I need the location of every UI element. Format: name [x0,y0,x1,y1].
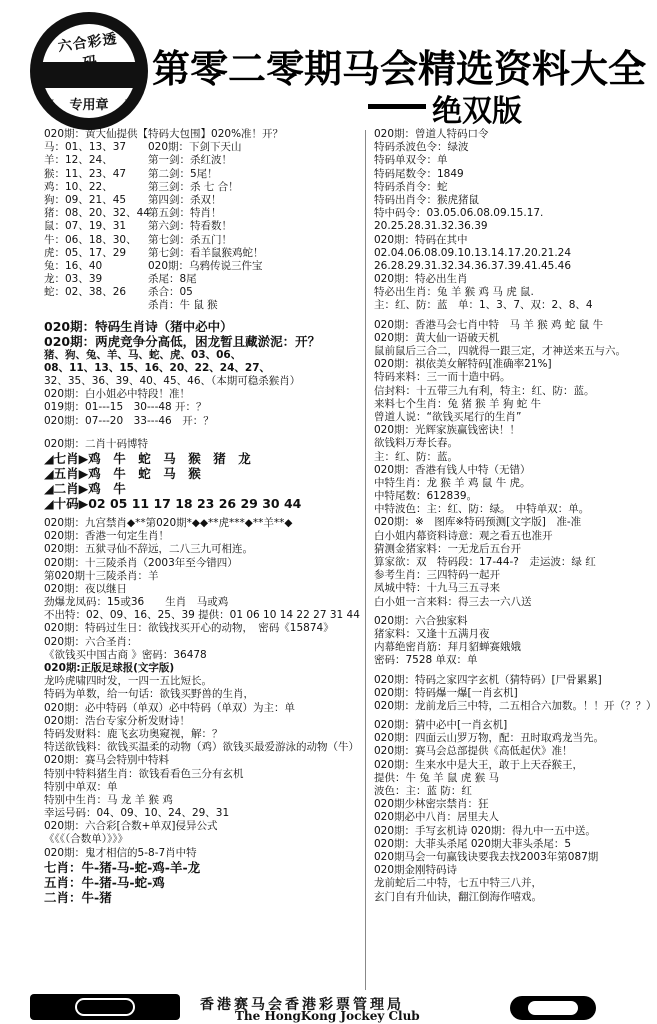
zodiac-sword-table [44,141,356,312]
text-line: 020期：特码过生日：欲钱找买开心的动物， 密码《15874》 [44,622,334,635]
zodiac-numbers: 鼠：07、19、31 [44,220,127,233]
text-line: 中特尾数：612839。 [374,490,478,503]
text-line: 020期：黄大仙提供【特码大包围】020%准！开？ [44,128,284,140]
zodiac-numbers: 鸡：10、22、 [44,180,113,193]
text-line: 20.25.28.31.32.36.39 [374,220,488,233]
text-line: 08、11、13、15、16、20、22、24、27、 [44,361,271,374]
text-line: 特码发财料：鹿飞玄功奥窥视，解：？ [44,727,223,740]
zodiac-numbers: 龙：03、39 [44,273,103,286]
sword-tip: 第三剑：杀 七 合！ [148,180,239,193]
text-line: 不出特：02、09、16、25、39 提供：01 06 10 14 22 27 31 44 [44,609,360,622]
footer-seal [510,996,596,1020]
text-line: 020期：07---20 33---46 开：？ [44,414,214,427]
text-line: 020期金刚特码诗 [374,864,458,877]
sword-tip: 第二剑：5尾！ [148,167,218,180]
text-line: 《《《（合数单）》》》 [44,833,128,846]
text-line: 019期：01---15 30---48 开：？ [44,401,207,414]
text-line: 020期：必中特码（单双）必中特码（单双）为主：单 [44,701,296,714]
text-line: 内幕绝密肖筋：拜月貂蝉赛娥娥 [374,641,521,654]
text-line: 特码单双令：单 [374,154,448,167]
text-line: 信封料：十五带三九有利，特主：红、防：蓝。 [374,384,595,397]
sword-tip: 020期：乌鸦传说三件宝 [148,259,263,272]
text-line: 来料七个生肖：兔 猪 猴 羊 狗 蛇 牛 [374,397,542,410]
text-line: 龙前蛇后二中特，七五中特三八并， [374,877,542,890]
zodiac-row [44,154,356,167]
text-line: 020期：赛马会总部提供《高低起伏》准！ [374,745,573,758]
text-line: 020期：香港一句定生肖！ [44,530,170,543]
zodiac-row [44,299,356,312]
text-line: ◢五肖▶鸡 牛 蛇 马 猴 [44,465,201,481]
text-line: 特码杀肖令：蛇 [374,180,448,193]
seal-stamp: 六合彩透码 ★ 专用章 ★ [30,12,148,130]
text-line: 特码来料：三一而十造中码。 [374,371,511,384]
text-line: 020期：鬼才相信的5-8-7肖中特 [44,846,197,859]
text-line: 特码为单数，给一句话：欲钱买野兽的生肖， [44,688,254,701]
text-line: 020期：浩台专家分析发财诗！ [44,714,191,727]
sword-tip: 第七剑：杀五门！ [148,233,232,246]
sword-tip: 第六剑：特看数！ [148,220,232,233]
zodiac-numbers: 猪：08、20、32、44 [44,207,150,220]
footer [30,994,600,1022]
stamp-bottom-text: 专用章 [69,98,109,113]
zodiac-row [44,194,356,207]
text-line: 主：红、防：蓝 单：1、3、7、双：2、8、4 [374,299,593,312]
text-line: 特别中生肖：马 龙 羊 猴 鸡 [44,793,173,806]
text-line: 020期：祺依美女解特码[准确率21%] [374,358,552,371]
zodiac-numbers [44,299,148,312]
text-line: 幸运号码：04、09、10、24、29、31 [44,807,230,820]
right-column [374,128,657,904]
stamp-band [40,62,138,88]
text-line: 020期马会一句赢钱诀要我去找2003年第087期 [374,850,599,863]
sword-tip: 第四剑：杀双！ [148,193,222,206]
text-line: 鼠前鼠后三合二，四就得一跟三定，才神送来五与六。 [374,345,626,357]
text-line: 020期：手写玄机诗 020期：得九中一五中送。 [374,824,596,837]
text-line: 猪家料：又逢十五满月夜 [374,627,490,640]
text-line: 020期：猜中必中[一肖玄机] [374,719,508,732]
jockey-club-logo [30,994,180,1020]
zodiac-row [44,207,356,220]
text-line: 第020期十三陵杀肖：羊 [44,569,159,582]
text-line: 龙吟虎啸四时发，一四一五比短长。 [44,675,212,688]
text-line: 020期：光辉家族赢钱密诀！！ [374,424,521,437]
text-line: 《欲钱买中国古商 》密码：36478 [44,648,207,661]
left-column [44,128,360,905]
zodiac-row [44,220,356,233]
sword-tip: 第五剑：特肖！ [148,207,222,220]
text-line: 五肖：牛-猪-马-蛇-鸡 [44,874,165,890]
text-line: 020期：特码爆一爆[一肖玄机] [374,686,518,699]
text-line: 020期：香港马会七肖中特 马 羊 猴 鸡 蛇 鼠 牛 [374,318,604,331]
text-line: 特中码令：03.05.06.08.09.15.17. [374,207,544,220]
text-line: 26.28.29.31.32.34.36.37.39.41.45.46 [374,259,572,272]
text-line: 020期：夜以继日 [44,582,128,595]
sword-tip: 020期：下剑下天山 [148,141,242,154]
zodiac-numbers: 虎：05、17、29 [44,246,127,259]
zodiac-numbers: 牛：06、18、30、 [44,233,137,246]
subtitle-dash [368,104,426,109]
sword-tip: 第七剑：看羊鼠猴鸡蛇！ [148,246,264,259]
text-line: 七肖：牛-猪-马-蛇-鸡-羊-龙 [44,859,201,875]
text-line: 特必出生肖：兔 羊 猴 鸡 马 虎 鼠. [374,286,534,299]
text-line: 020期：九宫禁肖◆**第020期*◆◆**虎***◆**羊**◆ [44,516,293,529]
text-line: 020期：十三陵杀肖（2003年至今错四） [44,556,238,569]
text-line: 中特波色：主：红、防：绿。 中特单双：单。 [374,503,590,516]
text-line: 玄门自有升仙诀，翻江倒海作嘻戏。 [374,890,542,903]
page-title: 第零二零期马会精选资料大全 [152,46,647,91]
zodiac-row [44,234,356,247]
text-line: 特别中特料猪生肖：欲钱看看色三分有玄机 [44,767,244,780]
text-line: 020期：特码之家四字玄机（猜特码）[尸骨累累] [374,673,602,686]
text-line: 020期：香港有钱人中特（无错） [374,463,531,476]
text-line: 猪、狗、兔、羊、马、蛇、虎、03、06、 [44,348,242,361]
page-subtitle: 绝双版 [432,94,522,129]
stamp-top-text: 六合彩透码 [56,30,119,56]
footer-org-cn: 香港赛马会香港彩票管理局 [200,997,404,1013]
zodiac-row [44,141,356,154]
sword-tip: 杀尾：8尾 [148,273,197,286]
text-line: 特别中单双：单 [44,780,118,793]
text-line: 020期：白小姐必中特段！准！ [44,388,191,401]
zodiac-numbers: 马：01、13、37 [44,141,127,154]
text-line: ◢十码▶02 05 11 17 18 23 26 29 30 44 [44,495,302,511]
zodiac-row [44,286,356,299]
text-line: 020期：赛马会特别中特料 [44,754,170,767]
text-line: 020期：大菲头杀尾 020期大菲头杀尾：5 [374,837,572,850]
text-line: 020期：曾道人特码口令 [374,128,489,140]
text-line: 020期必中八肖：居里夫人 [374,811,500,824]
text-line: 020期：两虎竞争分高低，困龙暂且藏淤泥：开？ [44,333,321,349]
text-line: 曾道人说：“欲钱买尾行的生肖” [374,410,522,423]
column-divider [365,130,366,990]
text-line: 020期：黄大仙一语破天机 [374,331,500,344]
text-line: 020期：六合圣肖： [44,635,138,648]
text-line: 020期：特码在其中 [374,233,468,246]
text-line: 算家欲：双 特码段：17-44-? 走运波：绿 红 [374,556,596,568]
text-line: 32、35、36、39、40、45、46、（本期可稳杀猴肖） [44,375,301,387]
zodiac-row [44,168,356,181]
text-line: 020期：六合独家料 [374,614,468,627]
text-line: 猜测金猪家料：一无龙后五台开 [374,542,521,555]
text-line: 020期少林密宗禁肖：狂 [374,798,489,811]
zodiac-row [44,247,356,260]
text-line: 特码出肖令：猴虎猪鼠 [374,193,479,206]
text-line: 密码：7528 单双：单 [374,654,478,667]
zodiac-row [44,273,356,286]
text-line: 020期:正版足球报(文字版) [44,662,175,674]
zodiac-row [44,260,356,273]
sword-tip: 第一剑：杀红波！ [148,154,232,167]
text-line: 凤城中特：十九马三五寻来 [374,582,500,595]
text-line: 020期：五狱寻仙不辞远，二八三九可相连。 [44,543,254,556]
text-line: 中特生肖：龙 猴 羊 鸡 鼠 牛 虎。 [374,476,531,489]
text-line: 020期：※ 图库※特码预测[文字版] 准-准 [374,516,582,529]
zodiac-numbers: 狗：09、21、45 [44,193,127,206]
text-line: 020期：二肖十码博特 [44,437,149,450]
text-line: 020期：生来水中是大王，敢于上天吞猴王， [374,758,584,771]
text-line: 020期：特码生肖诗（猪中必中） [44,318,233,334]
text-line: 二肖：牛-猪 [44,889,112,905]
zodiac-numbers: 兔：16、40 [44,259,103,272]
sword-tip: 杀肖：牛 鼠 猴 [148,299,218,312]
text-line: 特送欲钱料：欲钱买温柔的动物（鸡）欲钱买最爱游泳的动物（牛） [44,741,359,754]
zodiac-numbers: 猴：11、23、47 [44,167,127,180]
text-line: 欲钱料万寿长春。 [374,437,458,450]
text-line: 波色：主：蓝 防：红 [374,785,472,797]
zodiac-row [44,181,356,194]
text-line: 特码杀波色令：绿波 [374,141,469,154]
zodiac-numbers: 蛇：02、38、26 [44,286,127,299]
text-line: 特码尾数令：1849 [374,167,464,180]
footer-org-en: The HongKong Jockey Club [235,1009,420,1023]
text-line: 020期：四面云山罗万物，配：丑时取鸡龙当先。 [374,732,605,745]
text-line: ◢七肖▶鸡 牛 蛇 马 猴 猪 龙 [44,450,251,466]
zodiac-numbers: 羊：12、24、 [44,154,113,167]
text-line: 白小姐一言来料：得三去一六八送 [374,595,532,608]
text-line: 劲爆龙凤码：15或36 生肖 马或鸡 [44,596,229,609]
text-line: 白小姐内幕资料诗意：观之看五也准开 [374,529,553,542]
text-line: 020期：龙前龙后三中特，二五相合六加数。！！开（？？） [374,699,657,712]
text-line: 020期：特必出生肖 [374,273,468,286]
text-line: 提供：牛 兔 羊 鼠 虎 猴 马 [374,771,500,784]
text-line: 020期：六合彩[合数+单双]侵异公式 [44,820,218,833]
text-line: 02.04.06.08.09.10.13.14.17.20.21.24 [374,246,572,259]
sword-tip: 杀合：05 [148,286,193,299]
text-line: ◢二肖▶鸡 牛 [44,480,126,496]
text-line: 主：红、防：蓝。 [374,450,458,463]
text-line: 参考生肖：三四特码一起开 [374,569,500,582]
